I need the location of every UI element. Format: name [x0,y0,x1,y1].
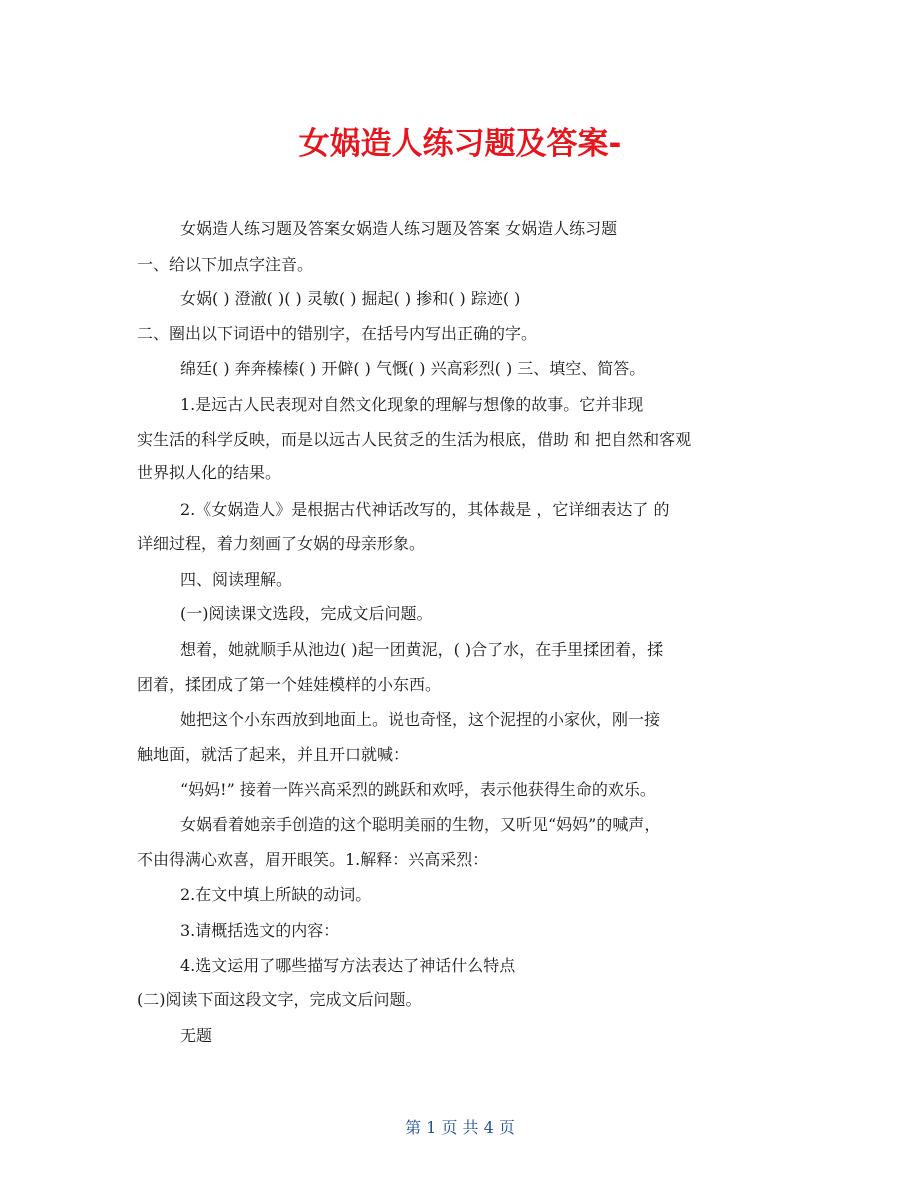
section-heading: 四、阅读理解。 [180,570,293,589]
page-number-footer: 第 1 页 共 4 页 [405,1118,515,1137]
text-line: 女娲看着她亲手创造的这个聪明美丽的生物，又听见“妈妈”的喊声， [180,815,661,834]
section-heading: 二、圈出以下词语中的错别字，在括号内写出正确的字。 [137,324,538,343]
text-line: 4.选文运用了哪些描写方法表达了神话什么特点 [180,956,516,975]
text-line: (一)阅读课文选段，完成文后问题。 [180,604,433,623]
document-title: 女娲造人练习题及答案- [298,126,622,162]
text-line: 女娲( ) 澄澈( )( ) 灵敏( ) 掘起( ) 掺和( ) 踪迹( ) [180,289,521,308]
section-heading: 一、给以下加点字注音。 [137,255,314,274]
text-line: 3.请概括选文的内容： [180,921,340,940]
text-line: (二)阅读下面这段文字，完成文后问题。 [137,990,422,1009]
text-line: 团着，揉团成了第一个娃娃模样的小东西。 [137,675,442,694]
text-line: 想着，她就顺手从池边( )起一团黄泥，( )合了水，在手里揉团着，揉 [180,640,664,659]
text-line: 她把这个小东西放到地面上。说也奇怪，这个泥捏的小家伙，刚一接 [180,710,661,729]
text-line: 2.《女娲造人》是根据古代神话改写的，其体裁是 ，它详细表达了 的 [180,500,670,519]
text-line: 女娲造人练习题及答案女娲造人练习题及答案 女娲造人练习题 [180,219,618,238]
text-line: “妈妈!” 接着一阵兴高采烈的跳跃和欢呼，表示他获得生命的欢乐。 [180,780,656,799]
text-line: 详细过程，着力刻画了女娲的母亲形象。 [137,534,426,553]
text-line: 2.在文中填上所缺的动词。 [180,885,372,904]
text-line: 绵廷( ) 奔奔榛榛( ) 开僻( ) 气慨( ) 兴高彩烈( ) 三、填空、简答。 [180,359,646,378]
text-line: 1.是远古人民表现对自然文化现象的理解与想像的故事。它并非现 [180,395,644,414]
text-line: 实生活的科学反映，而是以远古人民贫乏的生活为根底，借助 和 把自然和客观 [137,430,692,449]
text-line: 触地面，就活了起来，并且开口就喊： [137,745,410,764]
text-line: 不由得满心欢喜，眉开眼笑。1.解释：兴高采烈： [137,850,489,869]
text-line: 无题 [180,1026,213,1045]
text-line: 世界拟人化的结果。 [137,463,282,482]
